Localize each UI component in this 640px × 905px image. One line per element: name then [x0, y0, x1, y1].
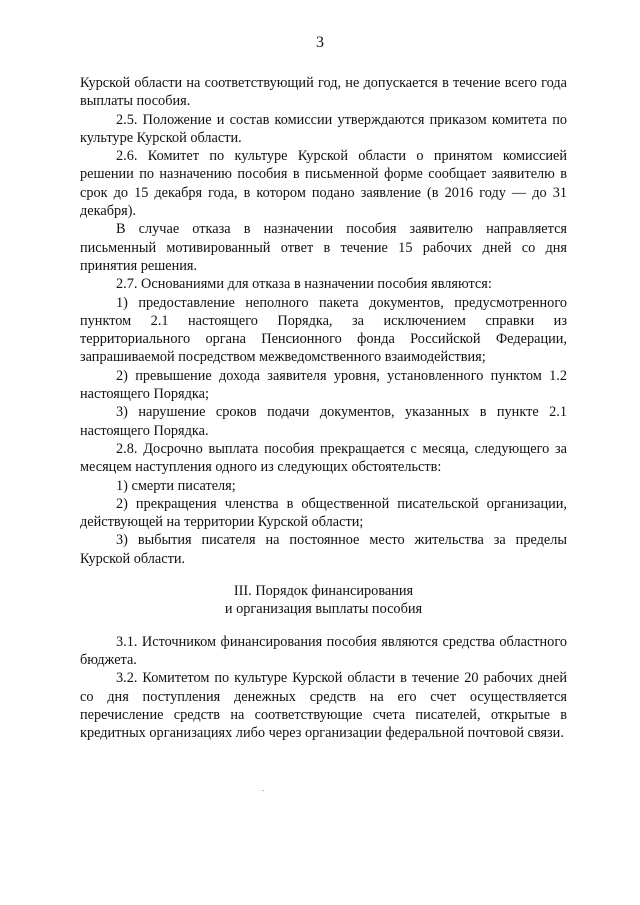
paragraph: 2.5. Положение и состав комиссии утверждаются приказом комитета по культуре Курской области.	[80, 111, 567, 146]
section-heading	[80, 582, 567, 619]
list-item: 3) нарушение сроков подачи документов, указанных в пункте 2.1 настоящего Порядка.	[80, 404, 567, 439]
paragraph: 3.1. Источником финансирования пособия являются средства областного бюджета.	[80, 633, 567, 668]
list-item: 1) предоставление неполного пакета документов, предусмотренного пунктом 2.1 настоящего Порядка, за исключением справки из территориального органа Пенсионного фонда Российской Федерации, запрашиваемой посредством межведомственного взаимодействия;	[80, 294, 567, 366]
section-heading-line: III. Порядок финансирования	[233, 583, 414, 600]
paragraph: 2.8. Досрочно выплата пособия прекращается с месяца, следующего за месяцем наступления одного из следующих обстоятельств:	[80, 440, 567, 476]
paragraph: 3.2. Комитетом по культуре Курской области в течение 20 рабочих дней со дня поступления денежных средств на его счет осуществляется перечисление средств на соответствующие счета писателей, открытые в кредитных организациях либо через организации федеральной почтовой связи.	[80, 670, 567, 742]
list-item: 3) выбытия писателя на постоянное место жительства за пределы Курской области.	[80, 532, 567, 567]
paragraph: Курской области на соответствующий год, не допускается в течение всего года выплаты пособия.	[80, 75, 567, 110]
scan-speck	[262, 790, 264, 791]
list-item: 2) превышение дохода заявителя уровня, установленного пунктом 1.2 настоящего Порядка;	[80, 367, 567, 403]
page-number: 3	[316, 34, 324, 51]
section-heading-line: и организация выплаты пособия	[224, 601, 423, 618]
paragraph: В случае отказа в назначении пособия заявителю направляется письменный мотивированный ответ в течение 15 рабочих дней со дня принятия решения.	[80, 221, 567, 274]
paragraph: 2.6. Комитет по культуре Курской области о принятом комиссией решении по назначению пособия в письменной форме сообщает заявителю в срок до 15 декабря года, в котором подано заявление (в 2016 году — до 31 декабря).	[80, 148, 567, 220]
list-item: 1) смерти писателя;	[116, 477, 236, 494]
paragraph: 2.7. Основаниями для отказа в назначении пособия являются:	[116, 276, 492, 293]
document-body	[80, 74, 567, 742]
list-item: 2) прекращения членства в общественной писательской организации, действующей на территории Курской области;	[80, 495, 567, 531]
